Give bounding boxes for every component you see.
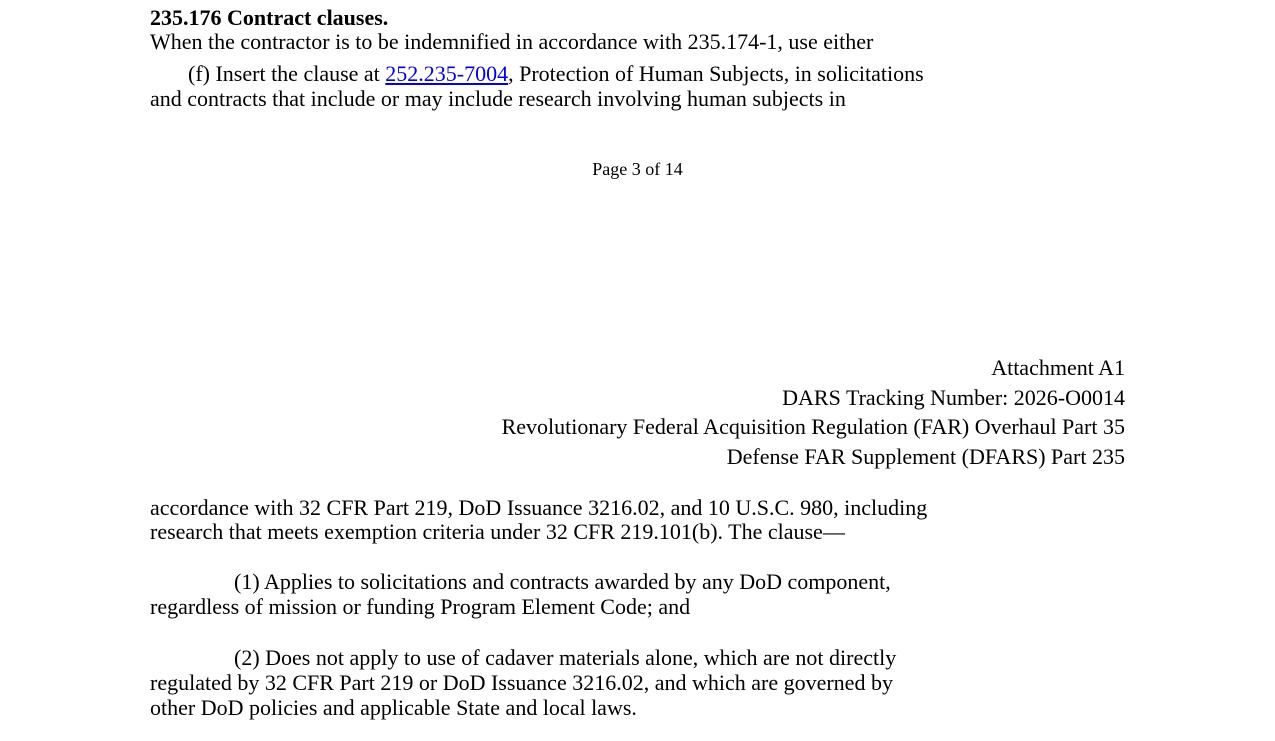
clause-link-252-235-7004[interactable]: 252.235-7004 xyxy=(385,61,509,86)
dars-tracking-number: DARS Tracking Number: 2026-O0014 xyxy=(782,385,1125,410)
continuation-line1: accordance with 32 CFR Part 219, DoD Issuance 3216.02, and 10 U.S.C. 980, including xyxy=(150,495,928,520)
paragraph-f-suffix: , Protection of Human Subjects, in solicitations xyxy=(508,61,924,86)
far-overhaul-title: Revolutionary Federal Acquisition Regulation (FAR) Overhaul Part 35 xyxy=(501,414,1125,439)
item2-line2: regulated by 32 CFR Part 219 or DoD Issuance 3216.02, and which are governed by xyxy=(150,670,893,695)
section-heading: 235.176 Contract clauses. xyxy=(150,5,389,30)
paragraph-f-line1 xyxy=(188,62,924,86)
clipped-line-wrapper xyxy=(150,29,1130,54)
attachment-label: Attachment A1 xyxy=(991,355,1125,380)
page-number-footer: Page 3 of 14 xyxy=(592,159,683,179)
item1-line2: regardless of mission or funding Program Element Code; and xyxy=(150,594,691,619)
paragraph-f-prefix: (f) Insert the clause at xyxy=(188,61,386,86)
paragraph-f-line2: and contracts that include or may include research involving human subjects in xyxy=(150,86,846,111)
item2-line3: other DoD policies and applicable State and local laws. xyxy=(150,695,637,720)
continuation-line2: research that meets exemption criteria under 32 CFR 219.101(b). The clause— xyxy=(150,519,845,544)
item1-line1: (1) Applies to solicitations and contracts awarded by any DoD component, xyxy=(234,569,891,594)
item2-line1: (2) Does not apply to use of cadaver materials alone, which are not directly xyxy=(234,645,897,670)
dfars-part-title: Defense FAR Supplement (DFARS) Part 235 xyxy=(726,444,1125,469)
clipped-text-line: When the contractor is to be indemnified in accordance with 235.174-1, use either xyxy=(150,29,874,54)
